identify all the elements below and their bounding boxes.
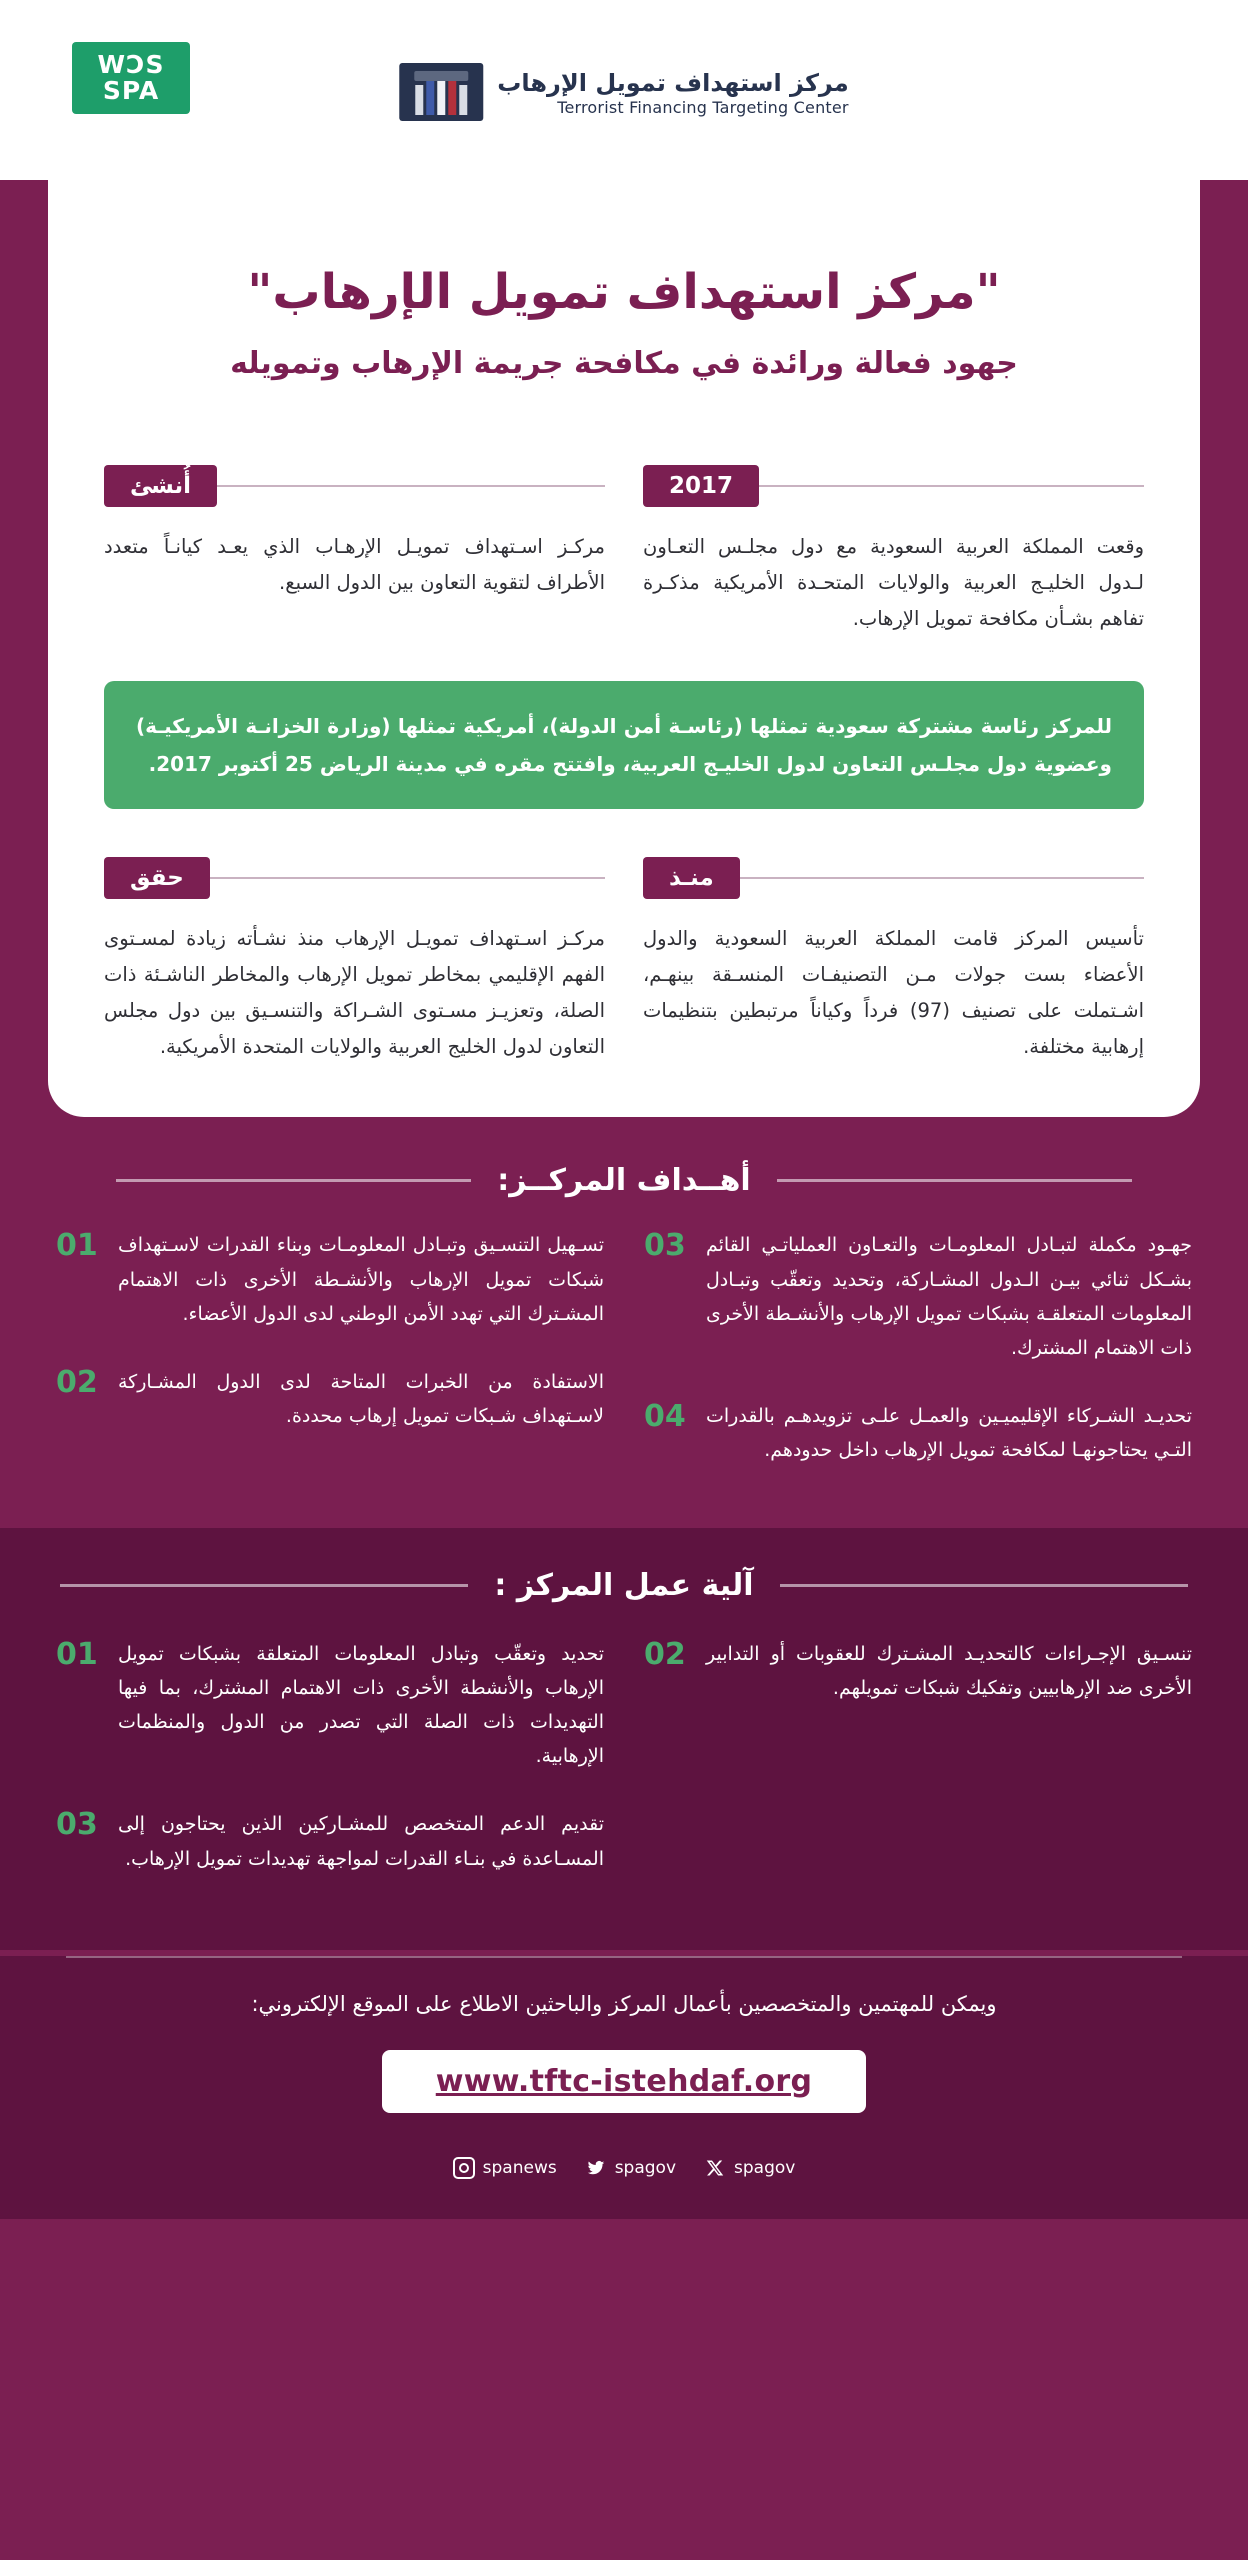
tftc-brand (399, 63, 848, 121)
fact-body-text: تأسيس المركز قامت المملكة العربية السعودية والدول الأعضاء بست جولات مـن التصنيفـات المنسـقة بينهـم، اشـتملت على تصنيف (97) فرداً وكياناً مرتبطين بتنظيمات إرهابية مختلفة. (643, 927, 1144, 1059)
fact-header (104, 857, 605, 899)
mechanism-title-row (0, 1528, 1248, 1603)
goals-section (0, 1117, 1248, 1501)
fact-header (104, 465, 605, 507)
footer (0, 1956, 1248, 2219)
mechanism-title: آلية عمل المركز : (494, 1567, 754, 1603)
goal-item (56, 1228, 604, 1331)
section-rule (780, 1584, 1188, 1587)
instagram-icon (453, 2157, 475, 2179)
top-bar (0, 0, 1248, 180)
section-rule (116, 1179, 471, 1182)
goals-title: أهــداف المركــز: (497, 1163, 751, 1199)
goal-text: الاستفادة من الخبرات المتاحة لدى الدول المشـاركة لاسـتهداف شـبكات تمويل إرهاب محددة. (118, 1371, 604, 1428)
mechanism-column-left (644, 1637, 1192, 1910)
mechanism-grid (0, 1603, 1248, 1910)
mechanism-text: تنسـيق الإجـراءات كالتحديـد المشـترك للعقوبات أو التدابير الأخرى ضد الإرهابيين وتفكيك شبكات تمويلهم. (706, 1642, 1192, 1699)
spa-logo-line1: WƆS (97, 49, 165, 79)
mechanism-item (56, 1637, 604, 1774)
goal-item (56, 1365, 604, 1433)
social-handle: spagov (614, 2157, 677, 2178)
goals-column-right (56, 1228, 604, 1501)
fact-body-text: وقعت المملكة العربية السعودية مع دول مجلـس التعـاون لـدول الخليـج العربية والولايات المتحـدة الأمريكية مذكـرة تفاهم بشـأن مكافحة تمويل الإرهاب. (643, 535, 1144, 631)
fact-body-text: مركـز اسـتهداف تمويـل الإرهاب منذ نشـأته زيادة لمسـتوى الفهم الإقليمي بمخاطر تمويل الإرهاب والمخاطر الناشـئة ذات الصلة، وتعزيـز مسـتوى الشـراكة والتنسـيق بين دول مجلس التعاون لدول الخليج العربية والولايات المتحدة الأمريكية. (104, 927, 605, 1059)
fact-card-2017 (643, 465, 1144, 637)
fact-chip-label: أُنشئ (104, 465, 217, 507)
tftc-logo-icon (399, 63, 483, 121)
goals-column-left (644, 1228, 1192, 1501)
fact-header (643, 857, 1144, 899)
fact-rule (759, 485, 1144, 487)
footer-note: ويمكن للمهتمين والمتخصصين بأعمال المركز والباحثين الاطلاع على الموقع الإلكتروني: (251, 1991, 997, 2016)
fact-card-since (643, 857, 1144, 1065)
fact-header (643, 465, 1144, 507)
facts-row-2 (48, 809, 1200, 1065)
tftc-name-english: Terrorist Financing Targeting Center (557, 97, 849, 117)
mechanism-item (644, 1637, 1192, 1705)
goal-number: 04 (644, 1399, 686, 1435)
mechanism-text: تقديم الدعم المتخصص للمشـاركين الذين يحتاجون إلى المسـاعدة في بنـاء القدرات لمواجهة تهديدات تمويل الإرهاب. (118, 1813, 604, 1870)
mechanism-number: 02 (644, 1636, 686, 1672)
goals-title-row (56, 1117, 1192, 1198)
spa-logo-line2: SPA (102, 76, 160, 105)
fact-rule (740, 877, 1144, 879)
section-rule (60, 1584, 468, 1587)
fact-chip-label: منـذ (643, 857, 740, 899)
spa-logo (72, 42, 190, 114)
fact-rule (210, 877, 605, 879)
content-card (48, 180, 1200, 1117)
fact-card-achieved (104, 857, 605, 1065)
goal-text: تحديـد الشـركاء الإقليميـين والعمـل علـى تزويدهـم بالقدرات التـي يحتاجونهـا لمكافحة تمويل الإرهاب داخل حدودهم. (706, 1405, 1192, 1462)
mechanism-text: تحديد وتعقّب وتبادل المعلومات المتعلقة بشبكات تمويل الإرهاب والأنشطة الأخرى ذات الاهتمام المشترك، بما فيها التهديدات ذات الصلة التي تصدر من الدول والمنظمات الإرهابية. (118, 1642, 604, 1768)
fact-chip-label: 2017 (643, 465, 759, 507)
goal-item (644, 1399, 1192, 1467)
tftc-brand-text (497, 68, 848, 117)
mechanism-number: 01 (56, 1636, 98, 1672)
page-subtitle: جهود فعالة ورائدة في مكافحة جريمة الإرهاب وتمويله (230, 346, 1018, 381)
social-x[interactable] (704, 2157, 795, 2179)
fact-rule (217, 485, 605, 487)
fact-body-text: مركـز اسـتهداف تمويـل الإرهـاب الذي يعـد كيانـاً متعدد الأطراف لتقوية التعاون بين الدول السبع. (104, 535, 605, 595)
headline-block (48, 180, 1200, 381)
page-title: "مركز استهداف تمويل الإرهاب" (247, 264, 1001, 320)
mechanism-item (56, 1807, 604, 1875)
twitter-bird-icon (585, 2157, 607, 2179)
goal-text: جهـود مكملة لتبـادل المعلومـات والتعـاون العملياتـي القائم بشـكل ثنائي بيـن الـدول المشـاركة، وتحديد وتعقّب وتبـادل المعلومات المتعلقـة بشبكات تمويل الإرهاب والأنشـطة الأخرى ذات الاهتمام المشترك. (706, 1234, 1192, 1359)
footer-divider (66, 1956, 1182, 1958)
fact-chip-label: حقق (104, 857, 210, 899)
mechanism-column-right (56, 1637, 604, 1910)
x-icon (704, 2157, 726, 2179)
social-twitter[interactable] (585, 2157, 676, 2179)
facts-row-1 (48, 381, 1200, 637)
mechanism-section (0, 1528, 1248, 1950)
tftc-name-arabic: مركز استهداف تمويل الإرهاب (497, 68, 849, 97)
section-rule (777, 1179, 1132, 1182)
social-instagram[interactable] (453, 2157, 557, 2179)
social-links (56, 2157, 1192, 2179)
goal-item (644, 1228, 1192, 1365)
goals-grid (56, 1198, 1192, 1501)
social-handle: spanews (482, 2157, 557, 2178)
fact-card-established (104, 465, 605, 637)
mechanism-number: 03 (56, 1807, 98, 1843)
goal-text: تسـهيل التنسـيق وتبـادل المعلومـات وبناء القدرات لاسـتهداف شبكات تمويل الإرهاب والأنشـطة الأخرى ذات الاهتمام المشـترك التي تهدد الأمن الوطني لدى الدول الأعضاء. (118, 1234, 604, 1325)
highlight-box: للمركز رئاسة مشتركة سعودية تمثلها (رئاسـة أمن الدولة)، أمريكية تمثلها (وزارة الخزانـة الأمريكيـة) وعضوية دول مجلـس التعاون لدول الخليـج العربية، وافتتح مقره في مدينة الرياض 25 أكتوبر 2017. (104, 681, 1144, 809)
social-handle: spagov (734, 2157, 796, 2178)
goal-number: 03 (644, 1228, 686, 1264)
goal-number: 02 (56, 1365, 98, 1400)
goal-number: 01 (56, 1228, 98, 1264)
website-link[interactable]: www.tftc-istehdaf.org (382, 2050, 866, 2113)
